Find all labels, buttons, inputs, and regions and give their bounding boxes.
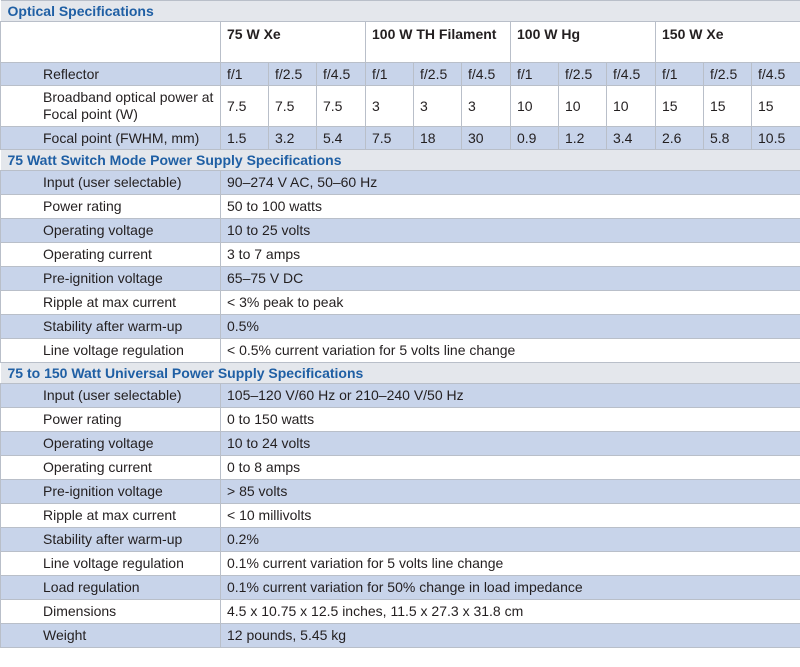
row-label: Operating current bbox=[1, 243, 221, 267]
spec-row bbox=[1, 432, 800, 456]
spec-row bbox=[1, 219, 800, 243]
optical-row-broadband-power bbox=[1, 86, 800, 127]
cell: 3 bbox=[462, 86, 511, 127]
spec-row bbox=[1, 243, 800, 267]
cell: 15 bbox=[704, 86, 752, 127]
spec-row bbox=[1, 576, 800, 600]
lamp-header: 100 W TH Filament bbox=[366, 22, 511, 63]
row-value: 12 pounds, 5.45 kg bbox=[221, 624, 800, 648]
row-value: 0 to 8 amps bbox=[221, 456, 800, 480]
cell: 7.5 bbox=[221, 86, 269, 127]
lamp-header-row bbox=[1, 22, 800, 63]
cell: 10 bbox=[559, 86, 607, 127]
cell: f/1 bbox=[366, 63, 414, 86]
row-label: Stability after warm-up bbox=[1, 528, 221, 552]
cell: 2.6 bbox=[656, 127, 704, 150]
spec-row bbox=[1, 600, 800, 624]
optical-row-reflector bbox=[1, 63, 800, 86]
cell: 5.8 bbox=[704, 127, 752, 150]
cell: f/2.5 bbox=[704, 63, 752, 86]
cell: 7.5 bbox=[366, 127, 414, 150]
row-value: 0.5% bbox=[221, 315, 800, 339]
spec-row bbox=[1, 480, 800, 504]
section-title: 75 Watt Switch Mode Power Supply Specifications bbox=[1, 150, 800, 171]
row-label: Ripple at max current bbox=[1, 504, 221, 528]
cell: f/2.5 bbox=[269, 63, 317, 86]
cell: 18 bbox=[414, 127, 462, 150]
cell: f/4.5 bbox=[317, 63, 366, 86]
lamp-header: 100 W Hg bbox=[511, 22, 656, 63]
row-label: Reflector bbox=[1, 63, 221, 86]
row-value: 3 to 7 amps bbox=[221, 243, 800, 267]
row-label: Line voltage regulation bbox=[1, 339, 221, 363]
spec-row bbox=[1, 195, 800, 219]
section-title: Optical Specifications bbox=[1, 1, 800, 22]
cell: 10 bbox=[511, 86, 559, 127]
section-title: 75 to 150 Watt Universal Power Supply Specifications bbox=[1, 363, 800, 384]
row-label: Pre-ignition voltage bbox=[1, 267, 221, 291]
lamp-header: 150 W Xe bbox=[656, 22, 800, 63]
cell: 30 bbox=[462, 127, 511, 150]
cell: f/4.5 bbox=[462, 63, 511, 86]
row-label: Broadband optical power at Focal point (W) bbox=[1, 86, 221, 127]
spec-row bbox=[1, 267, 800, 291]
row-label: Pre-ignition voltage bbox=[1, 480, 221, 504]
cell: f/2.5 bbox=[559, 63, 607, 86]
spec-row bbox=[1, 504, 800, 528]
row-value: < 0.5% current variation for 5 volts line change bbox=[221, 339, 800, 363]
cell: f/1 bbox=[656, 63, 704, 86]
optical-row-focal-point bbox=[1, 127, 800, 150]
cell: 3.4 bbox=[607, 127, 656, 150]
lamp-header-empty bbox=[1, 22, 221, 63]
section-header-optical bbox=[1, 1, 800, 22]
cell: 15 bbox=[752, 86, 800, 127]
spec-row bbox=[1, 384, 800, 408]
row-value: > 85 volts bbox=[221, 480, 800, 504]
row-value: 4.5 x 10.75 x 12.5 inches, 11.5 x 27.3 x 31.8 cm bbox=[221, 600, 800, 624]
row-label: Ripple at max current bbox=[1, 291, 221, 315]
row-value: 0.1% current variation for 50% change in load impedance bbox=[221, 576, 800, 600]
row-value: < 3% peak to peak bbox=[221, 291, 800, 315]
row-value: 0 to 150 watts bbox=[221, 408, 800, 432]
spec-row bbox=[1, 339, 800, 363]
cell: f/4.5 bbox=[607, 63, 656, 86]
cell: f/1 bbox=[511, 63, 559, 86]
spec-row bbox=[1, 171, 800, 195]
section-header-universal bbox=[1, 363, 800, 384]
section-header-switch-mode bbox=[1, 150, 800, 171]
cell: 7.5 bbox=[317, 86, 366, 127]
spec-row bbox=[1, 624, 800, 648]
cell: 7.5 bbox=[269, 86, 317, 127]
row-label: Stability after warm-up bbox=[1, 315, 221, 339]
specifications-body bbox=[1, 1, 800, 648]
cell: 1.2 bbox=[559, 127, 607, 150]
cell: 10.5 bbox=[752, 127, 800, 150]
cell: f/2.5 bbox=[414, 63, 462, 86]
row-value: 0.1% current variation for 5 volts line change bbox=[221, 552, 800, 576]
row-value: 90–274 V AC, 50–60 Hz bbox=[221, 171, 800, 195]
row-label: Input (user selectable) bbox=[1, 171, 221, 195]
cell: 3 bbox=[366, 86, 414, 127]
cell: 15 bbox=[656, 86, 704, 127]
row-value: 0.2% bbox=[221, 528, 800, 552]
cell: 0.9 bbox=[511, 127, 559, 150]
spec-row bbox=[1, 291, 800, 315]
cell: 3 bbox=[414, 86, 462, 127]
row-label: Focal point (FWHM, mm) bbox=[1, 127, 221, 150]
row-label: Line voltage regulation bbox=[1, 552, 221, 576]
row-value: 10 to 25 volts bbox=[221, 219, 800, 243]
row-value: 50 to 100 watts bbox=[221, 195, 800, 219]
row-label: Power rating bbox=[1, 408, 221, 432]
row-label: Operating voltage bbox=[1, 432, 221, 456]
row-label: Input (user selectable) bbox=[1, 384, 221, 408]
lamp-header: 75 W Xe bbox=[221, 22, 366, 63]
spec-row bbox=[1, 456, 800, 480]
row-label: Dimensions bbox=[1, 600, 221, 624]
spec-row bbox=[1, 408, 800, 432]
cell: 1.5 bbox=[221, 127, 269, 150]
spec-row bbox=[1, 315, 800, 339]
cell: f/1 bbox=[221, 63, 269, 86]
cell: 3.2 bbox=[269, 127, 317, 150]
row-label: Operating current bbox=[1, 456, 221, 480]
row-label: Load regulation bbox=[1, 576, 221, 600]
spec-row bbox=[1, 528, 800, 552]
row-value: 10 to 24 volts bbox=[221, 432, 800, 456]
spec-row bbox=[1, 552, 800, 576]
row-value: 105–120 V/60 Hz or 210–240 V/50 Hz bbox=[221, 384, 800, 408]
row-value: < 10 millivolts bbox=[221, 504, 800, 528]
row-label: Power rating bbox=[1, 195, 221, 219]
cell: 10 bbox=[607, 86, 656, 127]
row-label: Weight bbox=[1, 624, 221, 648]
cell: f/4.5 bbox=[752, 63, 800, 86]
row-label: Operating voltage bbox=[1, 219, 221, 243]
row-value: 65–75 V DC bbox=[221, 267, 800, 291]
cell: 5.4 bbox=[317, 127, 366, 150]
